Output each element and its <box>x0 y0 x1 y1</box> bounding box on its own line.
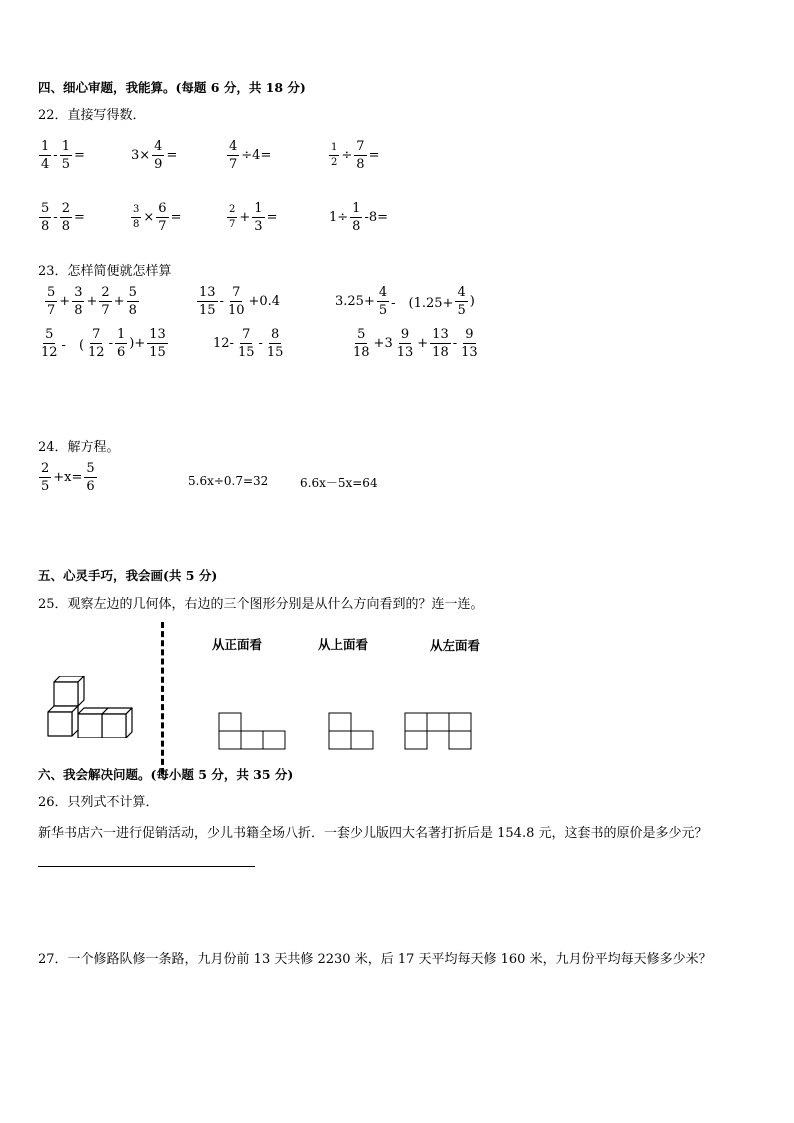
fraction: $\frac{1}{2}$ <box>331 142 338 168</box>
question-25-label: 25．观察左边的几何体，右边的三个图形分别是从什么方向看到的？连一连。 <box>38 597 484 612</box>
fraction: $\frac{5}{8}$ <box>41 201 50 234</box>
fraction: $\frac{13}{18}$ <box>432 327 449 360</box>
question-26-label: 26．只列式不计算． <box>38 795 159 810</box>
fraction: $\frac{7}{15}$ <box>237 327 255 360</box>
fraction: $\frac{2}{5}$ <box>41 461 50 494</box>
view-label-front: 从正面看 <box>212 637 263 652</box>
fraction: $\frac{5}{18}$ <box>353 327 370 360</box>
q23-expr-2: $\frac{13}{15}$ - $\frac{7}{10}$ +0.4 <box>199 285 281 318</box>
cube-solid-figure <box>40 676 144 738</box>
fraction: $\frac{9}{13}$ <box>396 327 414 360</box>
question-27-text: 27．一个修路队修一条路，九月份前 13 天共修 2230 米，后 17 天平均每天修 160 米，九月份平均每天修多少米？ <box>38 952 712 967</box>
fraction: $\frac{7}{12}$ <box>88 327 105 360</box>
fraction: $\frac{1}{5}$ <box>61 139 70 172</box>
fraction: $\frac{4}{5}$ <box>457 285 466 318</box>
q22-expr-8: 1÷ $\frac{1}{8}$ -8= <box>329 201 389 234</box>
fraction: $\frac{7}{10}$ <box>227 285 245 318</box>
q23-expr-6: $\frac{5}{18}$ +3 $\frac{9}{13}$ + $\frac{13}{18}$ - $\frac{9}{13}$ <box>353 327 478 360</box>
section-5-title: 五、心灵手巧，我会画(共 5 分) <box>38 568 218 583</box>
fraction: $\frac{5}{7}$ <box>47 285 56 318</box>
view-figure-2 <box>328 712 376 752</box>
q23-expr-5: 12- $\frac{7}{15}$ - $\frac{8}{15}$ <box>213 327 284 360</box>
fraction: $\frac{2}{7}$ <box>229 204 236 230</box>
fraction: $\frac{2}{8}$ <box>61 201 70 234</box>
q24-equation-1: $\frac{2}{5}$ +x= $\frac{5}{6}$ <box>41 461 95 494</box>
view-label-top: 从上面看 <box>318 637 369 652</box>
fraction: $\frac{1}{8}$ <box>352 201 361 234</box>
q22-expr-2: 3× $\frac{4}{9}$ = <box>131 139 178 172</box>
q23-expr-3: 3.25+ $\frac{4}{5}$ - (1.25+ $\frac{4}{5}$ ) <box>335 285 475 318</box>
view-figure-3 <box>404 712 476 752</box>
fraction: $\frac{1}{4}$ <box>41 139 50 172</box>
section-4-title: 四、细心审题，我能算。(每题 6 分，共 18 分) <box>38 80 306 95</box>
fraction: $\frac{3}{8}$ <box>74 285 83 318</box>
q22-expr-6: $\frac{3}{8}$ × $\frac{6}{7}$ = <box>133 201 182 234</box>
question-26-text: 新华书店六一进行促销活动，少儿书籍全场八折．一套少儿版四大名著打折后是 154.8 元，这套书的原价是多少元？ <box>38 826 708 841</box>
fraction: $\frac{13}{15}$ <box>149 327 166 360</box>
question-22-label: 22．直接写得数． <box>38 108 146 123</box>
fraction: $\frac{4}{7}$ <box>229 139 238 172</box>
q24-equation-3: 6.6x－5x=64 <box>300 476 378 490</box>
view-label-left: 从左面看 <box>430 638 481 653</box>
q22-expr-7: $\frac{2}{7}$ + $\frac{1}{3}$ = <box>229 201 278 234</box>
fraction: $\frac{5}{12}$ <box>41 327 58 360</box>
section-6-title: 六、我会解决问题。(每小题 5 分，共 35 分) <box>38 767 294 782</box>
q22-expr-3: $\frac{4}{7}$ ÷4= <box>229 139 272 172</box>
q23-expr-1: $\frac{5}{7}$ + $\frac{3}{8}$ + $\frac{2}{7}$ + $\frac{5}{8}$ <box>47 285 137 318</box>
view-figure-1 <box>218 712 288 752</box>
q22-expr-4: $\frac{1}{2}$ ÷ $\frac{7}{8}$ = <box>331 139 380 172</box>
fraction: $\frac{1}{6}$ <box>116 327 126 360</box>
dashed-divider <box>161 622 164 774</box>
fraction: $\frac{5}{8}$ <box>128 285 137 318</box>
fraction: $\frac{1}{3}$ <box>254 201 263 234</box>
fraction: $\frac{2}{7}$ <box>101 285 110 318</box>
question-23-label: 23．怎样简便就怎样算 <box>38 264 172 279</box>
fraction: $\frac{7}{8}$ <box>356 139 365 172</box>
fraction: $\frac{13}{15}$ <box>199 285 216 318</box>
q22-expr-1: $\frac{1}{4}$ - $\frac{1}{5}$ = <box>41 139 85 172</box>
q24-equation-2: 5.6x÷0.7=32 <box>188 474 269 488</box>
fraction: $\frac{3}{8}$ <box>133 204 140 230</box>
question-24-label: 24．解方程。 <box>38 440 120 455</box>
fraction: $\frac{9}{13}$ <box>461 327 478 360</box>
q22-expr-5: $\frac{5}{8}$ - $\frac{2}{8}$ = <box>41 201 85 234</box>
fraction: $\frac{6}{7}$ <box>158 201 167 234</box>
answer-line <box>38 866 255 867</box>
fraction: $\frac{5}{6}$ <box>86 461 95 494</box>
q23-expr-4: $\frac{5}{12}$ - ( $\frac{7}{12}$ - $\frac{1}{6}$ )+ $\frac{13}{15}$ <box>41 327 166 360</box>
fraction: $\frac{4}{5}$ <box>378 285 388 318</box>
fraction: $\frac{8}{15}$ <box>266 327 284 360</box>
fraction: $\frac{4}{9}$ <box>154 139 163 172</box>
